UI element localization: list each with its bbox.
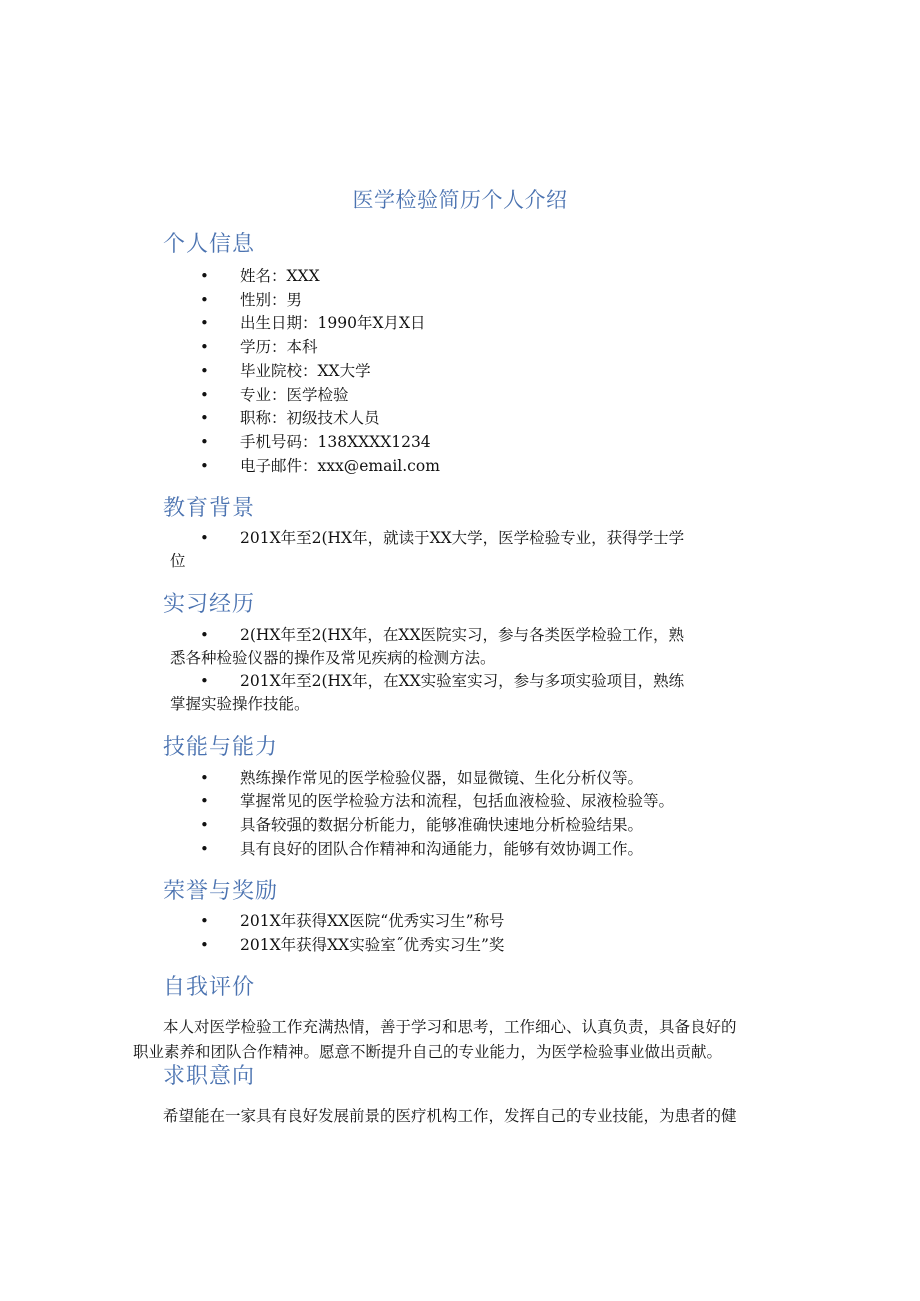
section-heading-self-evaluation: 自我评价 — [163, 975, 256, 1000]
self-evaluation-text: 职业素养和团队合作精神。愿意不断提升自己的专业能力，为医学检验事业做出贡献。 — [133, 1043, 723, 1061]
bullet-icon: • — [200, 267, 209, 285]
section-heading-job-objective: 求职意向 — [163, 1064, 256, 1089]
bullet-icon: • — [200, 769, 209, 787]
education-item-continuation: 位 — [170, 552, 186, 570]
personal-info-email: 电子邮件：xxx@email.com — [240, 457, 440, 475]
personal-info-name: 姓名：XXX — [240, 267, 320, 285]
personal-info-degree: 学历：本科 — [240, 338, 318, 356]
personal-info-gender: 性别：男 — [240, 291, 303, 309]
bullet-icon: • — [200, 338, 209, 356]
education-item-line: 201X年至2(HX年，就读于XX大学，医学检验专业，获得学士学 — [240, 529, 685, 547]
internship-item-line: 201X年至2(HX年，在XX实验室实习，参与多项实验项目，熟练 — [240, 672, 685, 690]
personal-info-title: 职称：初级技术人员 — [240, 409, 380, 427]
section-heading-skills: 技能与能力 — [163, 735, 279, 760]
honor-item: 201X年获得XX实验室˝优秀实习生”奖 — [240, 936, 505, 954]
skill-item: 掌握常见的医学检验方法和流程，包括血液检验、尿液检验等。 — [240, 792, 675, 810]
internship-item-line: 2(HX年至2(HX年，在XX医院实习，参与各类医学检验工作，熟 — [240, 626, 684, 644]
section-heading-internship: 实习经历 — [163, 592, 256, 617]
personal-info-birthdate: 出生日期：1990年X月X日 — [240, 314, 426, 332]
bullet-icon: • — [200, 409, 209, 427]
bullet-icon: • — [200, 314, 209, 332]
bullet-icon: • — [200, 912, 209, 930]
bullet-icon: • — [200, 840, 209, 858]
bullet-icon: • — [200, 936, 209, 954]
job-objective-text: 希望能在一家具有良好发展前景的医疗机构工作，发挥自己的专业技能，为患者的健 — [163, 1107, 737, 1125]
section-heading-education: 教育背景 — [163, 496, 256, 521]
bullet-icon: • — [200, 529, 209, 547]
honor-item: 201X年获得XX医院“优秀实习生”称号 — [240, 912, 505, 930]
bullet-icon: • — [200, 433, 209, 451]
personal-info-major: 专业：医学检验 — [240, 386, 349, 404]
personal-info-phone: 手机号码：138XXXX1234 — [240, 433, 431, 451]
section-heading-personal-info: 个人信息 — [163, 232, 256, 257]
skill-item: 熟练操作常见的医学检验仪器，如显微镜、生化分析仪等。 — [240, 769, 644, 787]
document-title: 医学检验简历个人介绍 — [352, 188, 568, 212]
skill-item: 具有良好的团队合作精神和沟通能力，能够有效协调工作。 — [240, 840, 644, 858]
section-heading-honors: 荣誉与奖励 — [163, 879, 279, 904]
bullet-icon: • — [200, 816, 209, 834]
internship-item-continuation: 掌握实验操作技能。 — [170, 695, 310, 713]
self-evaluation-text: 本人对医学检验工作充满热情，善于学习和思考，工作细心、认真负责，具备良好的 — [163, 1018, 737, 1036]
bullet-icon: • — [200, 672, 209, 690]
bullet-icon: • — [200, 291, 209, 309]
bullet-icon: • — [200, 626, 209, 644]
personal-info-school: 毕业院校：XX大学 — [240, 362, 371, 380]
bullet-icon: • — [200, 792, 209, 810]
skill-item: 具备较强的数据分析能力，能够准确快速地分析检验结果。 — [240, 816, 644, 834]
internship-item-continuation: 悉各种检验仪器的操作及常见疾病的检测方法。 — [170, 649, 496, 667]
bullet-icon: • — [200, 457, 209, 475]
bullet-icon: • — [200, 386, 209, 404]
bullet-icon: • — [200, 362, 209, 380]
